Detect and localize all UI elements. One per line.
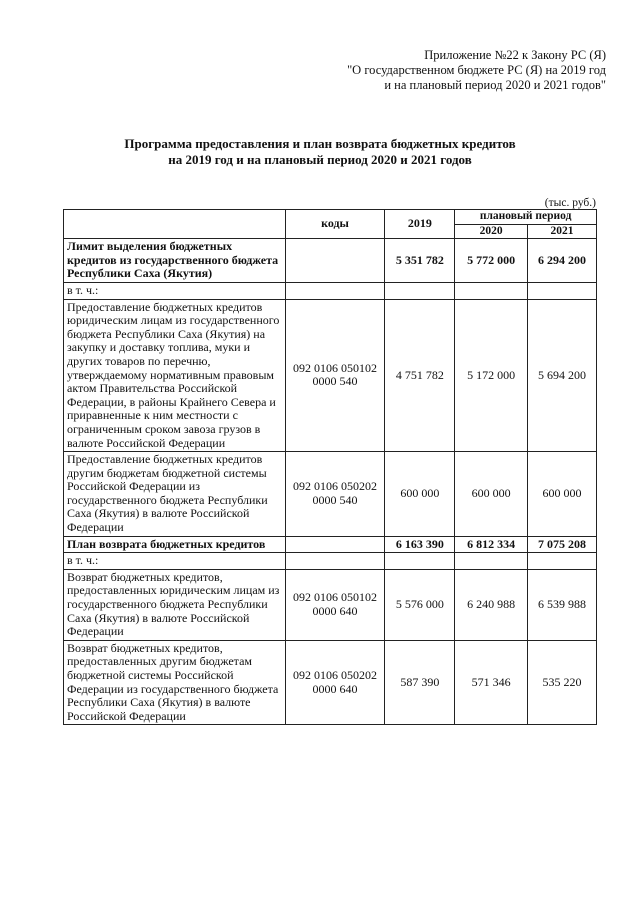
row-value-2020: 571 346 [455,640,528,725]
row-value-2019: 6 163 390 [385,536,455,553]
row-value-2020: 6 240 988 [455,569,528,640]
row-code: 092 0106 050102 0000 540 [285,299,385,452]
row-name: в т. ч.: [64,553,286,570]
row-name: Возврат бюджетных кредитов, предоставленных юридическим лицам из государственного бюджета Республики Саха (Якутия) в валюте Российской Федерации [64,569,286,640]
budget-credits-table [63,209,597,725]
row-value-2021: 7 075 208 [528,536,597,553]
row-value-2019: 587 390 [385,640,455,725]
appendix-header-line-1: Приложение №22 к Закону РС (Я) [424,48,606,62]
row-value-2020: 600 000 [455,452,528,537]
table-header-row [64,210,597,225]
row-value-2021: 535 220 [528,640,597,725]
table-row [64,569,597,640]
header-planned-period: плановый период [455,210,597,225]
document-title-line-1: Программа предоставления и план возврата бюджетных кредитов [124,136,516,151]
table-row [64,452,597,537]
row-code: 092 0106 050102 0000 640 [285,569,385,640]
row-value-2021: 6 294 200 [528,239,597,283]
row-value-2019: 600 000 [385,452,455,537]
appendix-header [347,48,606,93]
table-row-including [64,282,597,299]
row-value-2020: 5 172 000 [455,299,528,452]
units-note: (тыс. руб.) [544,197,596,209]
row-value-2019: 5 351 782 [385,239,455,283]
header-name-cell [64,210,286,239]
table-row [64,640,597,725]
row-code: 092 0106 050202 0000 540 [285,452,385,537]
row-value-2020: 5 772 000 [455,239,528,283]
row-name: в т. ч.: [64,282,286,299]
row-value-2019: 5 576 000 [385,569,455,640]
row-code [285,239,385,283]
row-code: 092 0106 050202 0000 640 [285,640,385,725]
row-value-2019: 4 751 782 [385,299,455,452]
row-value-2021: 5 694 200 [528,299,597,452]
document-title [0,136,640,168]
table-row [64,299,597,452]
header-codes: коды [285,210,385,239]
row-value-2021: 6 539 988 [528,569,597,640]
header-2020: 2020 [455,224,528,239]
table-row-including [64,553,597,570]
document-title-line-2: на 2019 год и на плановый период 2020 и 2021 годов [168,152,472,167]
row-name: Возврат бюджетных кредитов, предоставленных другим бюджетам бюджетной системы Российской Федерации из государственного бюджета Республики Саха (Якутия) в валюте Российской Федерации [64,640,286,725]
header-2021: 2021 [528,224,597,239]
appendix-header-line-3: и на плановый период 2020 и 2021 годов" [384,78,606,92]
table-row-limit [64,239,597,283]
row-name: План возврата бюджетных кредитов [64,536,286,553]
row-code [285,536,385,553]
appendix-header-line-2: "О государственном бюджете РС (Я) на 2019 год [347,63,606,77]
row-name: Предоставление бюджетных кредитов юридическим лицам из государственного бюджета Республики Саха (Якутия) на закупку и доставку топлива, муки и других товаров по перечню, утверждаемому нормативным правовым актом Правительства Российской Федерации, в районы Крайнего Севера и приравненные к ним местности с ограниченным сроком завоза грузов в валюте Российской Федерации [64,299,286,452]
row-name: Лимит выделения бюджетных кредитов из государственного бюджета Республики Саха (Якутия) [64,239,286,283]
table-row-return-plan [64,536,597,553]
row-value-2021: 600 000 [528,452,597,537]
row-value-2020: 6 812 334 [455,536,528,553]
row-name: Предоставление бюджетных кредитов другим бюджетам бюджетной системы Российской Федерации из государственного бюджета Республики Саха (Якутия) в валюте Российской Федерации [64,452,286,537]
header-2019: 2019 [385,210,455,239]
